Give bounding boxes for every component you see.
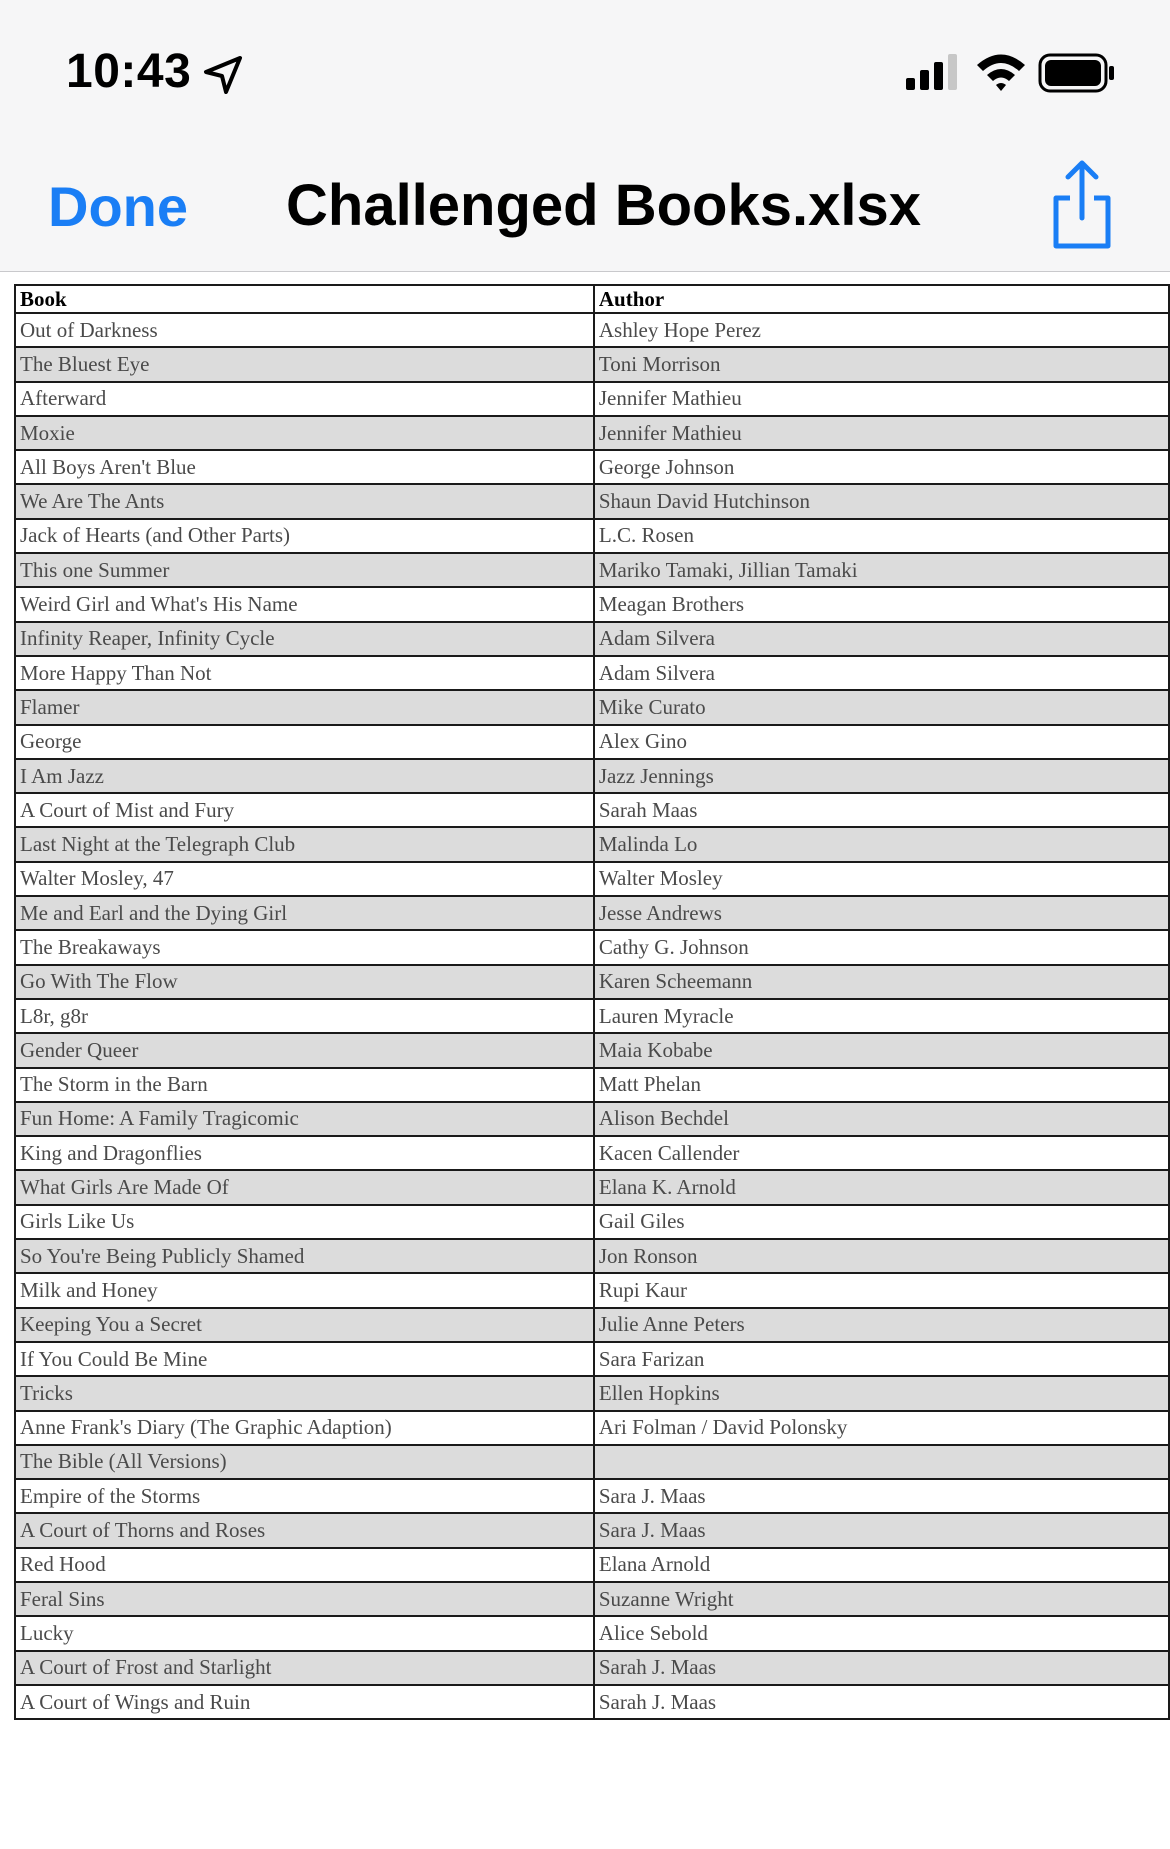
table-row [15, 690, 1169, 724]
cell-book[interactable]: Last Night at the Telegraph Club [15, 827, 594, 861]
table-row [15, 416, 1169, 450]
cell-book[interactable]: The Bible (All Versions) [15, 1445, 594, 1479]
table-row [15, 1616, 1169, 1650]
status-bar [0, 0, 1170, 150]
cell-book[interactable]: The Bluest Eye [15, 347, 594, 381]
table-row [15, 382, 1169, 416]
table-row [15, 484, 1169, 518]
table-row [15, 1308, 1169, 1342]
cell-book[interactable]: So You're Being Publicly Shamed [15, 1239, 594, 1273]
table-row [15, 1685, 1169, 1719]
cell-author[interactable]: Mariko Tamaki, Jillian Tamaki [594, 553, 1169, 587]
cell-author[interactable]: Suzanne Wright [594, 1582, 1169, 1616]
wifi-icon [974, 50, 1028, 94]
cell-book[interactable]: The Storm in the Barn [15, 1068, 594, 1102]
cell-book[interactable]: Feral Sins [15, 1582, 594, 1616]
table-row [15, 725, 1169, 759]
cell-author[interactable]: Cathy G. Johnson [594, 930, 1169, 964]
cell-book[interactable]: Anne Frank's Diary (The Graphic Adaption) [15, 1411, 594, 1445]
table-row [15, 1651, 1169, 1685]
cell-book[interactable]: Out of Darkness [15, 313, 594, 347]
column-header-author[interactable]: Author [594, 285, 1169, 313]
cell-book[interactable]: George [15, 725, 594, 759]
cell-author[interactable]: Matt Phelan [594, 1068, 1169, 1102]
table-row [15, 862, 1169, 896]
cell-book[interactable]: Walter Mosley, 47 [15, 862, 594, 896]
cell-author[interactable]: Sarah Maas [594, 793, 1169, 827]
cell-book[interactable]: King and Dragonflies [15, 1136, 594, 1170]
cell-book[interactable]: The Breakaways [15, 930, 594, 964]
cell-author[interactable]: George Johnson [594, 450, 1169, 484]
cell-book[interactable]: Weird Girl and What's His Name [15, 587, 594, 621]
cell-book[interactable]: Fun Home: A Family Tragicomic [15, 1102, 594, 1136]
cell-author[interactable]: Meagan Brothers [594, 587, 1169, 621]
cell-author[interactable]: Rupi Kaur [594, 1273, 1169, 1307]
cell-book[interactable]: A Court of Thorns and Roses [15, 1513, 594, 1547]
top-bar [0, 0, 1170, 272]
table-row [15, 1411, 1169, 1445]
cell-book[interactable]: Lucky [15, 1616, 594, 1650]
table-row [15, 313, 1169, 347]
cell-book[interactable]: Afterward [15, 382, 594, 416]
cell-author[interactable]: Sara J. Maas [594, 1479, 1169, 1513]
cell-author[interactable]: Sara J. Maas [594, 1513, 1169, 1547]
cell-book[interactable]: This one Summer [15, 553, 594, 587]
cell-author[interactable]: Shaun David Hutchinson [594, 484, 1169, 518]
cell-author[interactable]: Kacen Callender [594, 1136, 1169, 1170]
spreadsheet-table [14, 284, 1170, 1720]
cell-book[interactable]: Go With The Flow [15, 965, 594, 999]
cell-book[interactable]: L8r, g8r [15, 999, 594, 1033]
cell-author[interactable]: L.C. Rosen [594, 519, 1169, 553]
navigation-bar [0, 150, 1170, 272]
table-row [15, 896, 1169, 930]
cell-book[interactable]: If You Could Be Mine [15, 1342, 594, 1376]
cell-author[interactable]: Jon Ronson [594, 1239, 1169, 1273]
table-row [15, 1582, 1169, 1616]
cell-author[interactable]: Alex Gino [594, 725, 1169, 759]
cell-author[interactable]: Sara Farizan [594, 1342, 1169, 1376]
cell-book[interactable]: Me and Earl and the Dying Girl [15, 896, 594, 930]
cell-book[interactable]: Milk and Honey [15, 1273, 594, 1307]
table-row [15, 1239, 1169, 1273]
table-row [15, 759, 1169, 793]
cell-book[interactable]: All Boys Aren't Blue [15, 450, 594, 484]
cell-book[interactable]: Girls Like Us [15, 1205, 594, 1239]
cell-author[interactable]: Walter Mosley [594, 862, 1169, 896]
battery-full-icon [1038, 52, 1118, 94]
cell-book[interactable]: Gender Queer [15, 1033, 594, 1067]
cell-author[interactable]: Elana Arnold [594, 1548, 1169, 1582]
table-row [15, 622, 1169, 656]
table-row [15, 1445, 1169, 1479]
cell-author[interactable]: Adam Silvera [594, 656, 1169, 690]
cell-author[interactable]: Jazz Jennings [594, 759, 1169, 793]
cell-author[interactable]: Adam Silvera [594, 622, 1169, 656]
table-row [15, 1170, 1169, 1204]
table-row [15, 1273, 1169, 1307]
cell-book[interactable]: We Are The Ants [15, 484, 594, 518]
table-row [15, 793, 1169, 827]
cell-author[interactable]: Ari Folman / David Polonsky [594, 1411, 1169, 1445]
cell-book[interactable]: What Girls Are Made Of [15, 1170, 594, 1204]
cell-book[interactable]: Infinity Reaper, Infinity Cycle [15, 622, 594, 656]
table-row [15, 519, 1169, 553]
table-row [15, 1068, 1169, 1102]
cell-book[interactable]: Tricks [15, 1376, 594, 1410]
status-time: 10:43 [66, 45, 192, 98]
cell-book[interactable]: More Happy Than Not [15, 656, 594, 690]
table-row [15, 965, 1169, 999]
cell-author[interactable]: Sarah J. Maas [594, 1685, 1169, 1719]
table-row [15, 1513, 1169, 1547]
table-row [15, 827, 1169, 861]
cell-author[interactable]: Elana K. Arnold [594, 1170, 1169, 1204]
cell-book[interactable]: Red Hood [15, 1548, 594, 1582]
cell-author[interactable]: Gail Giles [594, 1205, 1169, 1239]
header-row [15, 285, 1169, 313]
cellular-signal-icon [904, 52, 960, 92]
cell-author[interactable]: Lauren Myracle [594, 999, 1169, 1033]
table-row [15, 1479, 1169, 1513]
spreadsheet-body [15, 285, 1169, 1719]
cell-book[interactable]: Keeping You a Secret [15, 1308, 594, 1342]
table-row [15, 656, 1169, 690]
cell-book[interactable]: A Court of Mist and Fury [15, 793, 594, 827]
document-title: Challenged Books.xlsx [286, 173, 921, 238]
table-row [15, 1033, 1169, 1067]
cell-author[interactable]: Sarah J. Maas [594, 1651, 1169, 1685]
cell-book[interactable]: Empire of the Storms [15, 1479, 594, 1513]
cell-author[interactable]: Toni Morrison [594, 347, 1169, 381]
table-row [15, 1102, 1169, 1136]
cell-author[interactable]: Mike Curato [594, 690, 1169, 724]
cell-author[interactable]: Alison Bechdel [594, 1102, 1169, 1136]
cell-author[interactable]: Karen Scheemann [594, 965, 1169, 999]
done-button[interactable]: Done [48, 175, 188, 238]
cell-author[interactable]: Ellen Hopkins [594, 1376, 1169, 1410]
table-row [15, 587, 1169, 621]
cell-author[interactable]: Maia Kobabe [594, 1033, 1169, 1067]
location-arrow-icon [202, 54, 244, 96]
table-row [15, 553, 1169, 587]
table-row [15, 1342, 1169, 1376]
column-header-book[interactable]: Book [15, 285, 594, 313]
cell-book[interactable]: A Court of Wings and Ruin [15, 1685, 594, 1719]
cell-author[interactable]: Jesse Andrews [594, 896, 1169, 930]
cell-author[interactable]: Alice Sebold [594, 1616, 1169, 1650]
table-row [15, 347, 1169, 381]
cell-book[interactable]: Flamer [15, 690, 594, 724]
cell-author[interactable]: Jennifer Mathieu [594, 416, 1169, 450]
cell-author[interactable]: Jennifer Mathieu [594, 382, 1169, 416]
cell-book[interactable]: A Court of Frost and Starlight [15, 1651, 594, 1685]
cell-book[interactable]: Jack of Hearts (and Other Parts) [15, 519, 594, 553]
share-icon[interactable] [1046, 158, 1118, 254]
cell-author[interactable]: Julie Anne Peters [594, 1308, 1169, 1342]
table-row [15, 450, 1169, 484]
cell-author[interactable]: Ashley Hope Perez [594, 313, 1169, 347]
table-row [15, 1548, 1169, 1582]
cell-author[interactable] [594, 1445, 1169, 1479]
cell-book[interactable]: I Am Jazz [15, 759, 594, 793]
table-row [15, 999, 1169, 1033]
table-row [15, 930, 1169, 964]
table-row [15, 1205, 1169, 1239]
table-row [15, 1376, 1169, 1410]
cell-author[interactable]: Malinda Lo [594, 827, 1169, 861]
cell-book[interactable]: Moxie [15, 416, 594, 450]
table-row [15, 1136, 1169, 1170]
